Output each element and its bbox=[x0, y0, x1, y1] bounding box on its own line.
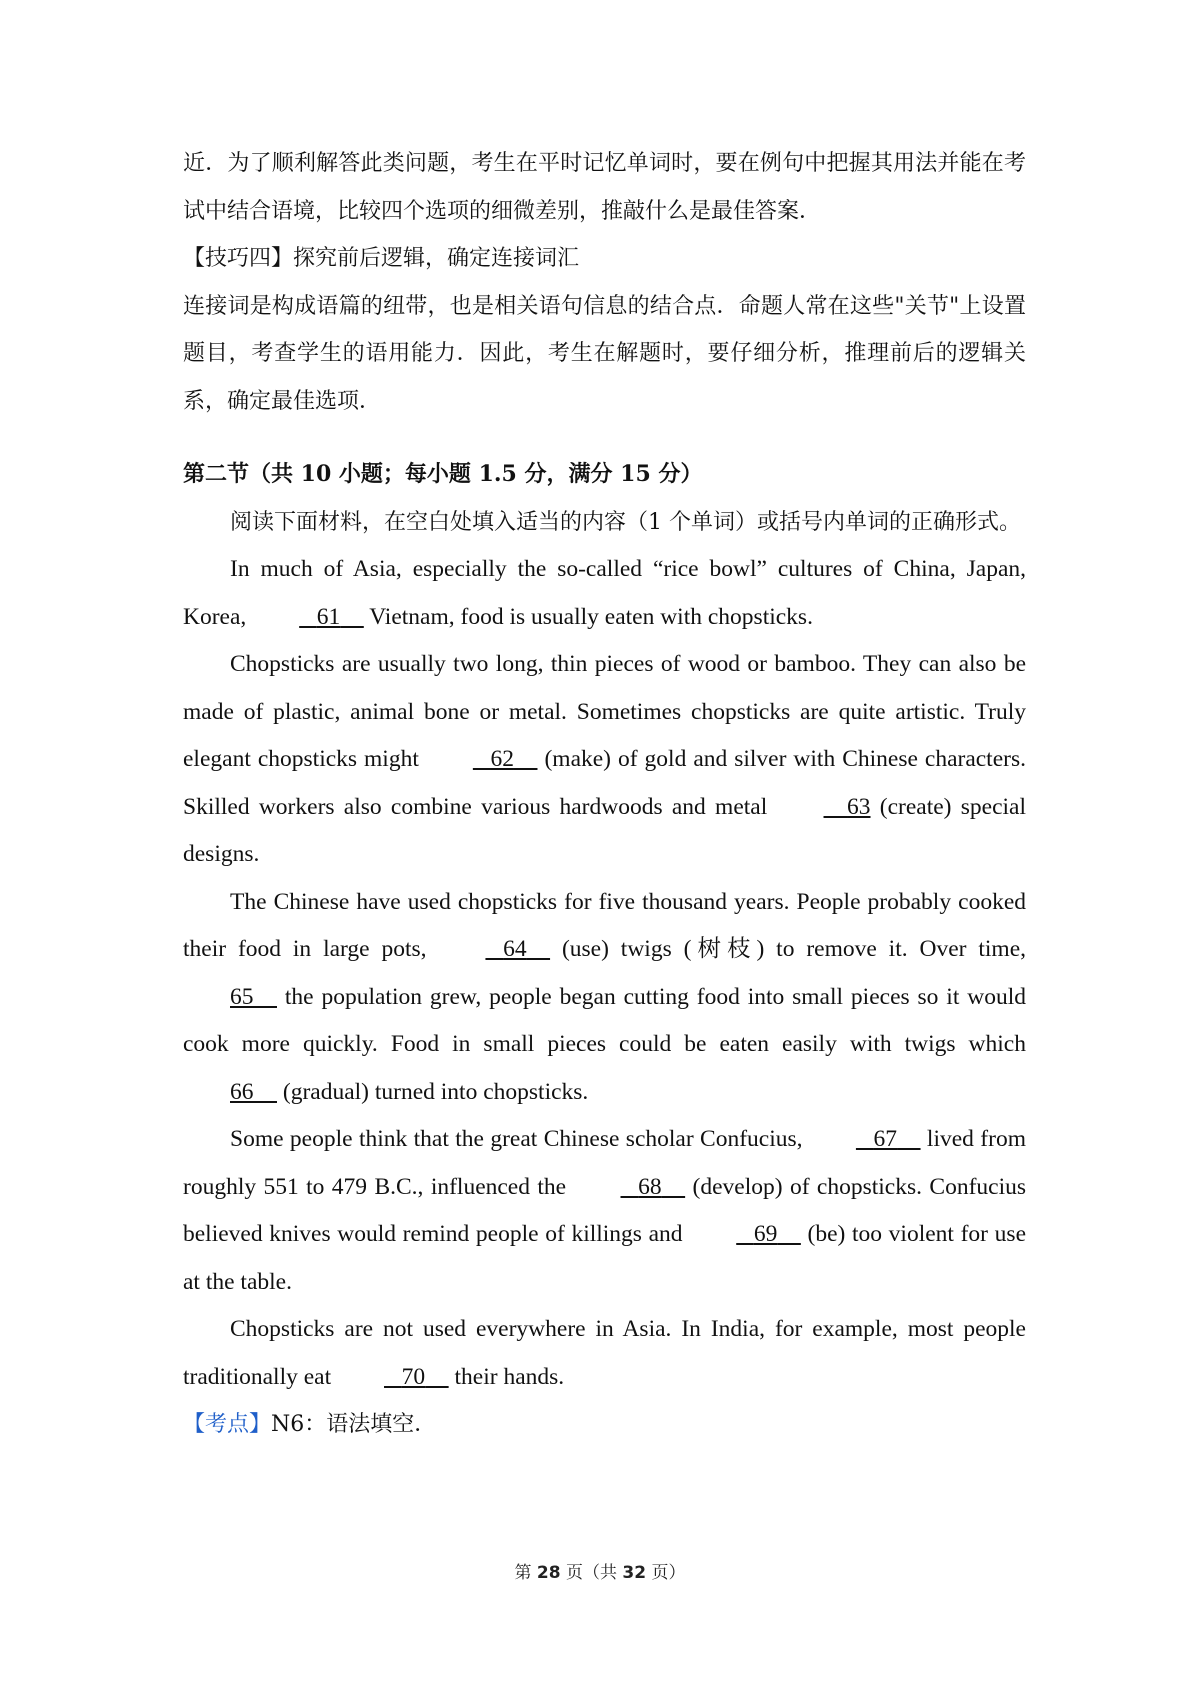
passage-text: Chopsticks are usually two long, thin pieces of wood or bamboo. They can also be made of plastic, animal bone or metal. Sometimes chopsticks are quite artistic. Truly elegant chopsticks might bbox=[183, 651, 1026, 772]
tip4-body: 连接词是构成语篇的纽带，也是相关语句信息的结合点．命题人常在这些"关节"上设置题目，考查学生的语用能力．因此，考生在解题时，要仔细分析，推理前后的逻辑关系，确定最佳选项． bbox=[183, 293, 1026, 414]
page-footer bbox=[0, 1558, 1200, 1583]
passage-text: (create) special designs. bbox=[183, 793, 1026, 867]
document-page bbox=[183, 140, 1026, 1449]
blank-61: 61 bbox=[316, 603, 341, 630]
passage-text: their hands. bbox=[448, 1363, 565, 1390]
passage-paragraph-2 bbox=[183, 641, 1026, 879]
kaodian-line bbox=[183, 1401, 1026, 1449]
passage-text: Vietnam, food is usually eaten with chopsticks. bbox=[363, 603, 813, 630]
intro-paragraph: 近．为了顺利解答此类问题，考生在平时记忆单词时，要在例句中把握其用法并能在考试中结合语境，比较四个选项的细微差别，推敲什么是最佳答案． bbox=[183, 151, 1026, 224]
blank-70: 70 bbox=[401, 1363, 426, 1390]
passage-paragraph-3 bbox=[183, 879, 1026, 1117]
footer-page-number: 28 bbox=[536, 1563, 561, 1583]
passage-text: lived from roughly 551 to 479 B.C., influenced the bbox=[183, 1126, 1026, 1200]
kaodian-text: N6：语法填空． bbox=[271, 1412, 437, 1437]
blank-67: 67 bbox=[873, 1126, 898, 1152]
passage-text: (use) twigs (树枝) to remove it. Over time, bbox=[550, 936, 1026, 962]
passage-text: (be) too violent for use at the table. bbox=[183, 1221, 1026, 1295]
passage-paragraph-1 bbox=[183, 546, 1026, 641]
footer-middle: 页（共 bbox=[560, 1563, 623, 1583]
footer-prefix: 第 bbox=[514, 1563, 537, 1583]
tip4-title: 【技巧四】探究前后逻辑，确定连接词汇 bbox=[183, 246, 580, 271]
kaodian-label: 【考点】 bbox=[183, 1412, 272, 1437]
blank-68: 68 bbox=[638, 1173, 662, 1200]
passage-text: Chopsticks are not used everywhere in Asia. In India, for example, most people traditionally eat bbox=[183, 1316, 1026, 1390]
passage-text: the population grew, people began cutting food into small pieces so it would cook more quickly. Food in small pieces could be eaten easily with twigs which bbox=[183, 983, 1026, 1057]
passage-text: (develop) of chopsticks. Confucius believed knives would remind people of killings and bbox=[183, 1173, 1026, 1247]
blank-62: 62 bbox=[490, 746, 514, 772]
blank-63: 63 bbox=[847, 793, 871, 820]
blank-65: 65 bbox=[230, 983, 254, 1010]
passage-text: Some people think that the great Chinese scholar Confucius, bbox=[230, 1126, 809, 1152]
blank-66: 66 bbox=[230, 1078, 254, 1105]
passage-text: (gradual) turned into chopsticks. bbox=[277, 1078, 589, 1105]
passage-text: In much of Asia, especially the so-called “rice bowl” cultures of China, Japan, Korea, bbox=[183, 556, 1026, 630]
passage-paragraph-4 bbox=[183, 1116, 1026, 1306]
footer-total-pages: 32 bbox=[622, 1563, 647, 1583]
section-instruction: 阅读下面材料，在空白处填入适当的内容（1 个单词）或括号内单词的正确形式。 bbox=[230, 509, 1021, 535]
footer-suffix: 页） bbox=[646, 1563, 686, 1583]
section-heading: 第二节（共 10 小题；每小题 1.5 分，满分 15 分） bbox=[183, 461, 703, 487]
blank-69: 69 bbox=[753, 1221, 778, 1247]
passage-paragraph-5 bbox=[183, 1306, 1026, 1401]
passage-text: (make) of gold and silver with Chinese characters. Skilled workers also combine various hardwoods and metal bbox=[183, 746, 1026, 820]
blank-64: 64 bbox=[503, 936, 527, 962]
passage-text: The Chinese have used chopsticks for five thousand years. People probably cooked their food in large pots, bbox=[183, 888, 1026, 962]
